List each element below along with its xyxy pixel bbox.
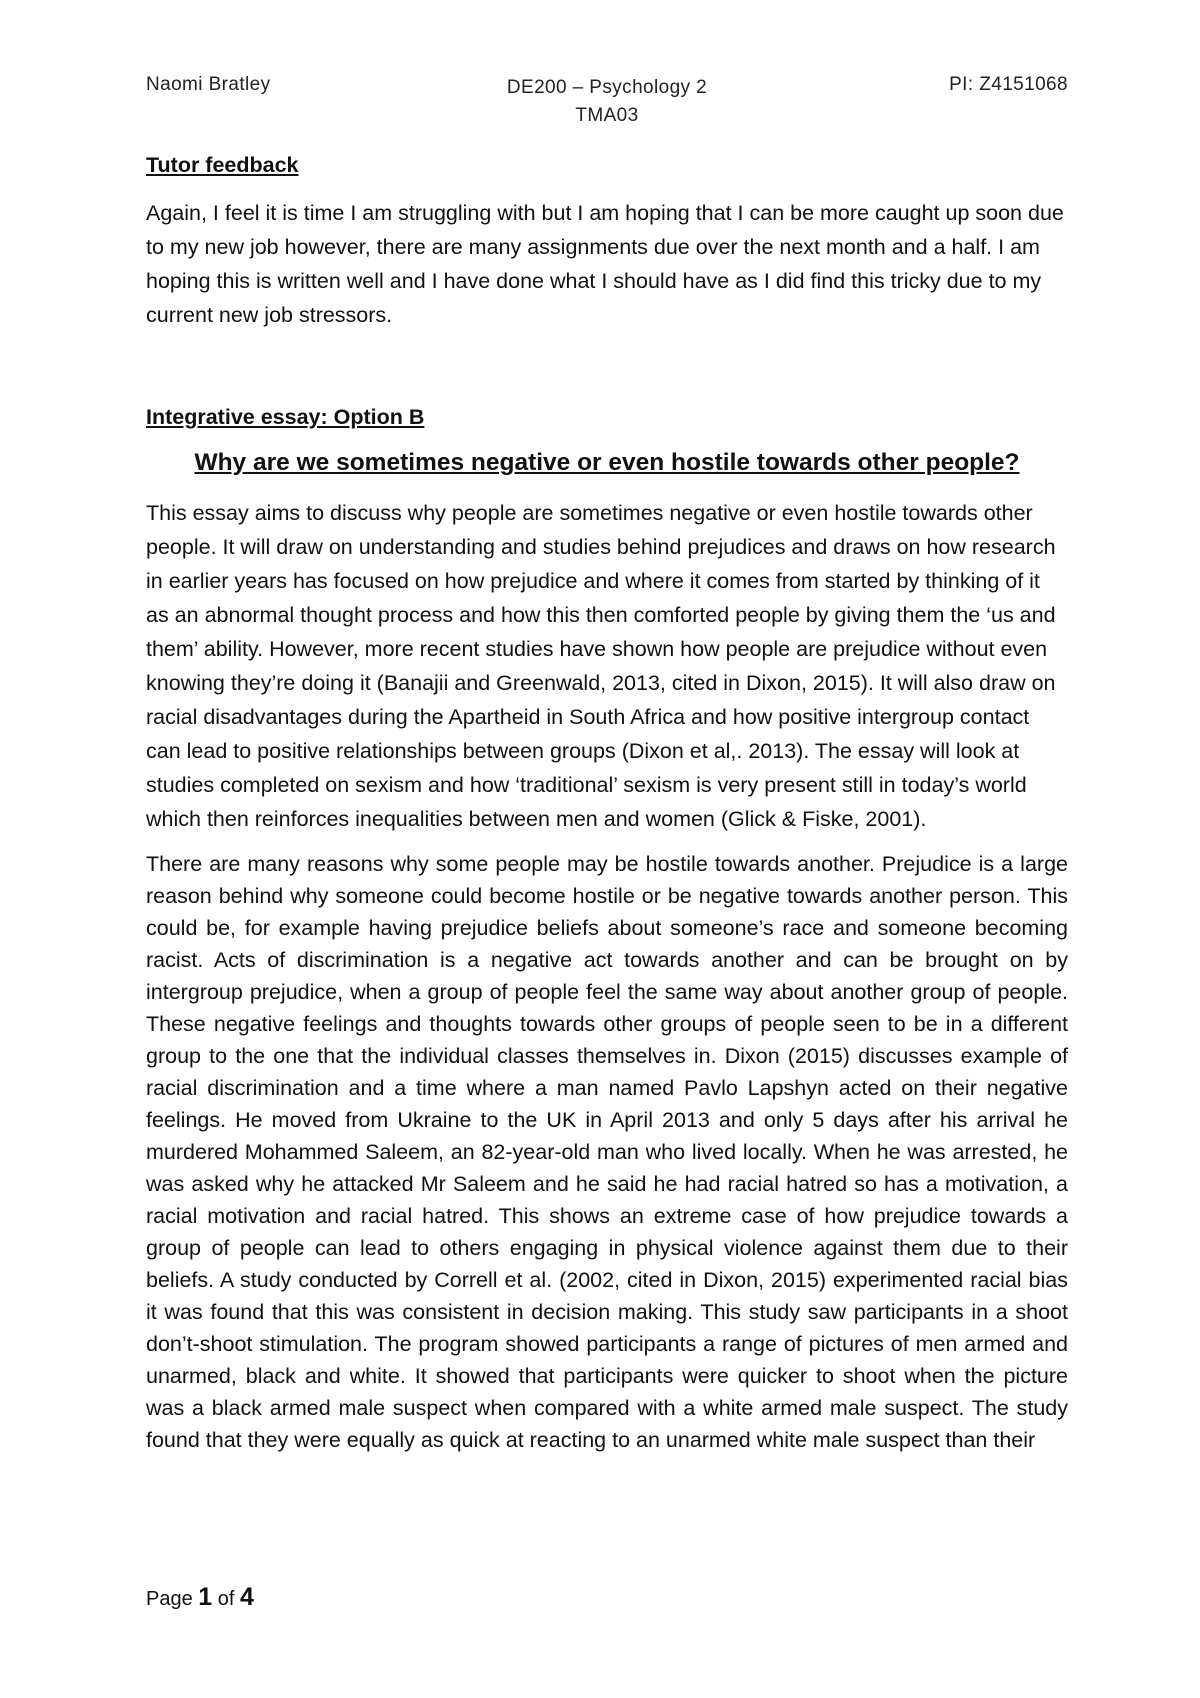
header-center-block — [146, 74, 1068, 130]
document-body — [146, 148, 1068, 1468]
essay-title: Why are we sometimes negative or even hostile towards other people? — [194, 449, 1020, 476]
essay-paragraph-body: There are many reasons why some people may be hostile towards another. Prejudice is a large reason behind why someone could become hostile or be negative towards another person. This could be, for example having prejudice beliefs about someone’s race and someone becoming racist. Acts of discrimination is a negative act towards another and can be brought on by intergroup prejudice, when a group of people feel the same way about another group of people. These negative feelings and thoughts towards other groups of people seen to be in a different group to the one that the individual classes themselves in. Dixon (2015) discusses example of racial discrimination and a time where a man named Pavlo Lapshyn acted on their negative feelings. He moved from Ukraine to the UK in April 2013 and only 5 days after his arrival he murdered Mohammed Saleem, an 82-year-old man who lived locally. When he was arrested, he was asked why he attacked Mr Saleem and he said he had racial hatred so has a motivation, a racial motivation and racial hatred. This shows an extreme case of how prejudice towards a group of people can lead to others engaging in physical violence against them due to their beliefs. A study conducted by Correll et al. (2002, cited in Dixon, 2015) experimented racial bias it was found that this was consistent in decision making. This study saw participants in a shoot don’t-shoot stimulation. The program showed participants a range of pictures of men armed and unarmed, black and white. It showed that participants were quicker to shoot when the picture was a black armed male suspect when compared with a white armed male suspect. The study found that they were equally as quick at reacting to an unarmed white male suspect than their — [146, 852, 1068, 1452]
header-author: Naomi Bratley — [146, 74, 271, 95]
footer-page-label: Page — [146, 1588, 193, 1610]
header-module: DE200 – Psychology 2 — [506, 77, 708, 98]
tutor-feedback-heading: Tutor feedback — [146, 153, 299, 177]
page-header — [146, 74, 1068, 134]
header-assignment: TMA03 — [575, 105, 639, 126]
page-footer — [146, 1583, 254, 1612]
footer-page-number: 1 — [198, 1583, 213, 1611]
tutor-feedback-text: Again, I feel it is time I am struggling with but I am hoping that I can be more caught up soon due to my new job however, there are many assignments due over the next month and a half. I am hoping this is written well and I have done what I should have as I did find this tricky due to my current new job stressors. — [146, 201, 1064, 327]
header-pi: PI: Z4151068 — [949, 74, 1068, 95]
footer-of-label: of — [217, 1588, 235, 1610]
section-spacer — [146, 332, 1068, 400]
essay-option-heading: Integrative essay: Option B — [146, 405, 425, 429]
footer-page-total: 4 — [240, 1583, 254, 1611]
essay-paragraph-intro: This essay aims to discuss why people are sometimes negative or even hostile towards other people. It will draw on understanding and studies behind prejudices and draws on how research in earlier years has focused on how prejudice and where it comes from started by thinking of it as an abnormal thought process and how this then comforted people by giving them the ‘us and them’ ability. However, more recent studies have shown how people are prejudice without even knowing they’re doing it (Banajii and Greenwald, 2013, cited in Dixon, 2015). It will also draw on racial disadvantages during the Apartheid in South Africa and how positive intergroup contact can lead to positive relationships between groups (Dixon et al,. 2013). The essay will look at studies completed on sexism and how ‘traditional’ sexism is very present still in today’s world which then reinforces inequalities between men and women (Glick & Fiske, 2001). — [146, 501, 1056, 831]
